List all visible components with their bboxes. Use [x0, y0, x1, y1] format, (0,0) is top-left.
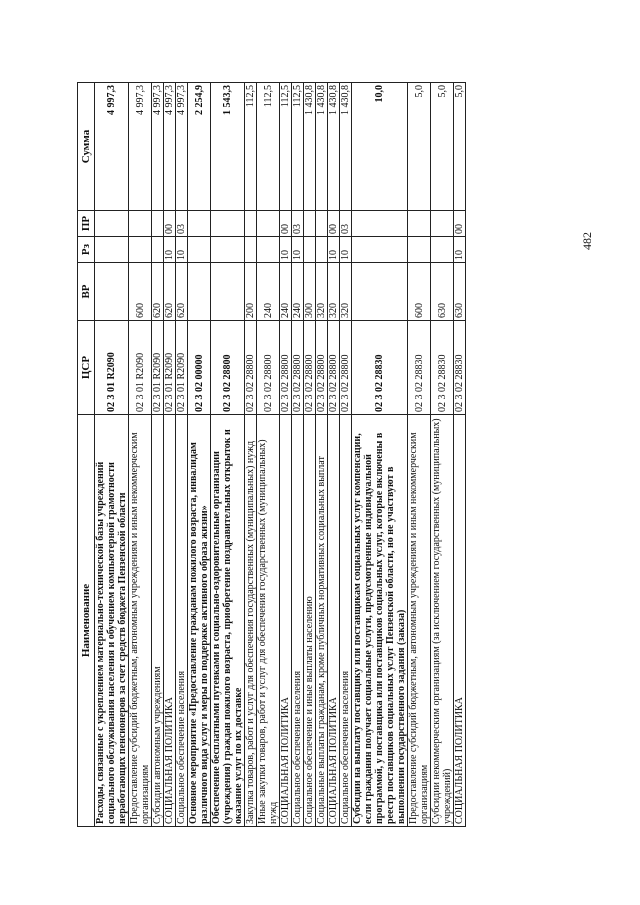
cell-csr: 02 3 01 R2090 — [129, 321, 152, 415]
cell-pr — [129, 211, 152, 237]
cell-name: Предоставление субсидий бюджетным, автономным учреждениям и иным некоммерческим организациям — [129, 415, 152, 827]
cell-csr: 02 3 01 R2090 — [176, 321, 188, 415]
cell-rz — [352, 237, 408, 263]
table-row — [316, 83, 328, 827]
cell-sum: 1 543,3 — [211, 83, 245, 211]
cell-vr: 630 — [431, 263, 454, 321]
cell-vr: 240 — [280, 263, 292, 321]
cell-sum: 5,0 — [454, 83, 466, 211]
cell-vr — [211, 263, 245, 321]
cell-rz — [211, 237, 245, 263]
cell-name: Иные закупки товаров, работ и услуг для обеспечения государственных (муниципальных) нужд — [257, 415, 280, 827]
cell-sum: 112,5 — [280, 83, 292, 211]
cell-csr: 02 3 02 28800 — [328, 321, 340, 415]
cell-name: СОЦИАЛЬНАЯ ПОЛИТИКА — [164, 415, 176, 827]
cell-rz — [316, 237, 328, 263]
cell-rz: 10 — [454, 237, 466, 263]
table-row — [454, 83, 466, 827]
cell-pr: 00 — [454, 211, 466, 237]
cell-sum: 1 430,8 — [316, 83, 328, 211]
cell-rz — [188, 237, 211, 263]
cell-csr: 02 3 01 R2090 — [152, 321, 164, 415]
cell-name: Социальные выплаты гражданам, кроме публичных нормативных социальных выплат — [316, 415, 328, 827]
cell-sum: 1 430,8 — [304, 83, 316, 211]
cell-rz: 10 — [280, 237, 292, 263]
cell-vr: 320 — [328, 263, 340, 321]
cell-csr: 02 3 02 28800 — [340, 321, 352, 415]
cell-rz: 10 — [328, 237, 340, 263]
cell-pr: 00 — [164, 211, 176, 237]
header-pr: ПР — [78, 211, 95, 237]
cell-rz: 10 — [340, 237, 352, 263]
cell-csr: 02 3 02 28830 — [431, 321, 454, 415]
header-name: Наименование — [78, 415, 95, 827]
cell-sum: 1 430,8 — [328, 83, 340, 211]
cell-rz: 10 — [164, 237, 176, 263]
table-row — [328, 83, 340, 827]
cell-name: Социальное обеспечение населения — [292, 415, 304, 827]
cell-name: Субсидии автономным учреждениям — [152, 415, 164, 827]
cell-rz — [152, 237, 164, 263]
cell-rz: 10 — [292, 237, 304, 263]
header-sum: Сумма — [78, 83, 95, 211]
table-row — [352, 83, 408, 827]
cell-pr — [316, 211, 328, 237]
header-vr: ВР — [78, 263, 95, 321]
header-rz: Рз — [78, 237, 95, 263]
cell-csr: 02 3 02 00000 — [188, 321, 211, 415]
cell-vr: 620 — [152, 263, 164, 321]
cell-sum: 4 997,3 — [129, 83, 152, 211]
cell-rz — [257, 237, 280, 263]
table-row — [188, 83, 211, 827]
table-header-row — [78, 83, 95, 827]
table-row — [304, 83, 316, 827]
cell-sum: 4 997,3 — [152, 83, 164, 211]
cell-sum: 112,5 — [292, 83, 304, 211]
cell-vr: 320 — [340, 263, 352, 321]
table-row — [257, 83, 280, 827]
cell-name: Социальное обеспечение населения — [340, 415, 352, 827]
cell-vr: 320 — [316, 263, 328, 321]
cell-sum: 5,0 — [408, 83, 431, 211]
cell-vr — [95, 263, 129, 321]
table-row — [340, 83, 352, 827]
cell-pr — [408, 211, 431, 237]
cell-sum: 5,0 — [431, 83, 454, 211]
cell-vr: 240 — [292, 263, 304, 321]
cell-csr: 02 3 02 28800 — [257, 321, 280, 415]
cell-csr: 02 3 01 R2090 — [164, 321, 176, 415]
cell-vr: 300 — [304, 263, 316, 321]
cell-pr: 00 — [328, 211, 340, 237]
page-number: 482 — [580, 232, 594, 250]
table-row — [408, 83, 431, 827]
table-row — [245, 83, 257, 827]
cell-csr: 02 3 02 28830 — [408, 321, 431, 415]
cell-vr: 630 — [454, 263, 466, 321]
cell-vr: 600 — [408, 263, 431, 321]
cell-name: Субсидии некоммерческим организациям (за исключением государственных (муниципальных) учреждений) — [431, 415, 454, 827]
cell-pr: 03 — [340, 211, 352, 237]
cell-rz: 10 — [176, 237, 188, 263]
cell-csr: 02 3 02 28800 — [280, 321, 292, 415]
header-csr: ЦСР — [78, 321, 95, 415]
cell-vr: 620 — [164, 263, 176, 321]
cell-sum: 4 997,3 — [176, 83, 188, 211]
cell-csr: 02 3 02 28830 — [352, 321, 408, 415]
cell-name: Расходы, связанные с укреплением материально-технической базы учреждений социального обслуживания населения и обучением компьютерной грамотности неработающих пенсионеров за счет средств бюджета Пензенской области — [95, 415, 129, 827]
cell-csr: 02 3 01 R2090 — [95, 321, 129, 415]
cell-name: Субсидии на выплату поставщику или поставщикам социальных услуг компенсации, если гражданин получает социальные услуги, предусмотренные индивидуальной программой, у поставщика или поставщиков социальных услуг, которые включены в реестр поставщиков социальных услуг Пензенской области, но не участвуют в выполнении государственного задания (заказа) — [352, 415, 408, 827]
cell-vr: 600 — [129, 263, 152, 321]
cell-sum: 1 430,8 — [340, 83, 352, 211]
cell-name: Социальное обеспечение населения — [176, 415, 188, 827]
table-body — [95, 83, 466, 827]
table-row — [164, 83, 176, 827]
cell-pr: 00 — [280, 211, 292, 237]
table-row — [176, 83, 188, 827]
cell-sum: 2 254,9 — [188, 83, 211, 211]
cell-pr — [188, 211, 211, 237]
cell-rz — [304, 237, 316, 263]
cell-name: Основное мероприятие «Предоставление гражданам пожилого возраста, инвалидам различного вида услуг и меры по поддержке активного образа жизни» — [188, 415, 211, 827]
cell-vr: 240 — [257, 263, 280, 321]
cell-pr: 03 — [292, 211, 304, 237]
table-row — [431, 83, 454, 827]
cell-sum: 4 997,3 — [164, 83, 176, 211]
budget-table — [77, 82, 466, 827]
cell-csr: 02 3 02 28830 — [454, 321, 466, 415]
cell-pr — [352, 211, 408, 237]
table-row — [292, 83, 304, 827]
cell-rz — [95, 237, 129, 263]
cell-csr: 02 3 02 28800 — [292, 321, 304, 415]
cell-pr — [95, 211, 129, 237]
cell-rz — [431, 237, 454, 263]
cell-pr — [211, 211, 245, 237]
cell-csr: 02 3 02 28800 — [245, 321, 257, 415]
cell-sum: 112,5 — [257, 83, 280, 211]
cell-csr: 02 3 02 28800 — [316, 321, 328, 415]
cell-vr — [188, 263, 211, 321]
cell-sum: 112,5 — [245, 83, 257, 211]
cell-rz — [245, 237, 257, 263]
cell-sum: 4 997,3 — [95, 83, 129, 211]
cell-name: Закупка товаров, работ и услуг для обеспечения государственных (муниципальных) нужд — [245, 415, 257, 827]
cell-pr — [245, 211, 257, 237]
rotated-page-content — [77, 83, 640, 827]
cell-pr: 03 — [176, 211, 188, 237]
cell-csr: 02 3 02 28800 — [211, 321, 245, 415]
cell-name: СОЦИАЛЬНАЯ ПОЛИТИКА — [328, 415, 340, 827]
cell-pr — [304, 211, 316, 237]
table-row — [95, 83, 129, 827]
cell-pr — [257, 211, 280, 237]
cell-pr — [431, 211, 454, 237]
cell-name: СОЦИАЛЬНАЯ ПОЛИТИКА — [454, 415, 466, 827]
cell-rz — [129, 237, 152, 263]
cell-name: СОЦИАЛЬНАЯ ПОЛИТИКА — [280, 415, 292, 827]
table-row — [152, 83, 164, 827]
cell-pr — [152, 211, 164, 237]
table-row — [280, 83, 292, 827]
cell-rz — [408, 237, 431, 263]
cell-name: Предоставление субсидий бюджетным, автономным учреждениям и иным некоммерческим организациям — [408, 415, 431, 827]
table-row — [211, 83, 245, 827]
cell-name: Социальное обеспечение и иные выплаты населению — [304, 415, 316, 827]
cell-csr: 02 3 02 28800 — [304, 321, 316, 415]
cell-vr: 200 — [245, 263, 257, 321]
cell-sum: 10,0 — [352, 83, 408, 211]
table-row — [129, 83, 152, 827]
cell-name: Обеспечение бесплатными путевками в социально-оздоровительные организации (учреждения) граждан пожилого возраста, приобретение поздравительных открыток и оказание услуг по их доставке — [211, 415, 245, 827]
cell-vr: 620 — [176, 263, 188, 321]
cell-vr — [352, 263, 408, 321]
